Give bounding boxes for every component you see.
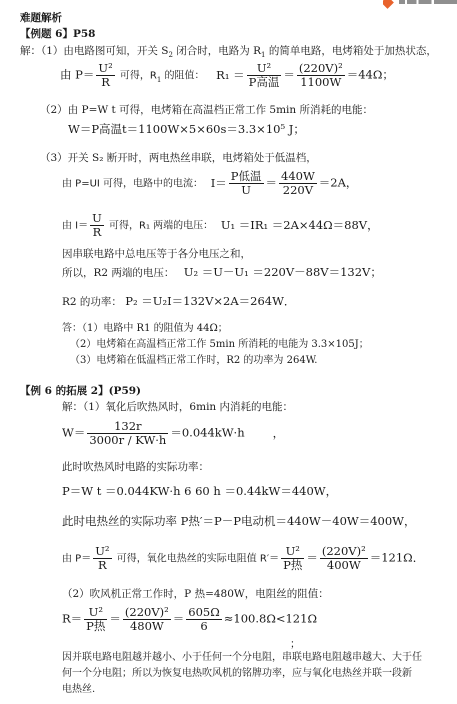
text: I＝ bbox=[210, 175, 227, 190]
numerator: U² bbox=[247, 62, 282, 76]
text: R＝ bbox=[62, 611, 83, 626]
subscript: 2 bbox=[168, 51, 173, 60]
fraction bbox=[281, 545, 304, 572]
text: 可得，R bbox=[116, 70, 157, 82]
denominator: R bbox=[101, 75, 110, 90]
numerator: 132r bbox=[87, 420, 168, 434]
denominator: 3000r / KW·h bbox=[89, 433, 167, 448]
ex6-part1-line bbox=[20, 45, 437, 60]
text: ， bbox=[272, 425, 285, 440]
text: 的简单电路，电烤箱处于加热状态， bbox=[265, 45, 437, 57]
text: 可得，R₁ 两端的电压： bbox=[105, 220, 214, 232]
numerator: U² bbox=[281, 545, 304, 559]
ext2-power-text: 此时吹热风时电路的实际功率： bbox=[62, 461, 209, 473]
text: ＝ bbox=[283, 67, 295, 82]
fraction bbox=[320, 545, 368, 572]
text: ＝ bbox=[265, 175, 277, 190]
ex6-voltage-formula bbox=[62, 212, 379, 239]
ex6-series-text: 因串联电路中总电压等于各分电压之和， bbox=[62, 248, 251, 260]
ext2-energy-formula bbox=[62, 420, 284, 447]
fraction bbox=[96, 62, 114, 89]
numerator: (220V)² bbox=[298, 61, 343, 75]
text: 由 P＝ bbox=[60, 67, 95, 82]
fraction bbox=[93, 545, 111, 572]
fraction bbox=[229, 170, 264, 197]
fraction bbox=[84, 606, 107, 633]
ex6-answer-2: （2）电烤箱在高温档正常工作 5min 所消耗的电能为 3.3×105J； bbox=[70, 339, 369, 350]
text: 可得，氧化电热丝的实际电阻值 R′＝ bbox=[113, 553, 280, 565]
denominator: 1100W bbox=[300, 75, 342, 90]
numerator: U² bbox=[84, 606, 107, 620]
denominator: P热 bbox=[86, 619, 106, 634]
text: ＝2A， bbox=[318, 175, 358, 190]
ext2-semicolon: ； bbox=[290, 638, 301, 650]
ext2-conclusion-line1: 因并联电路电阻越并越小、小于任何一个分电阻，串联电路电阻越串越大、大于任 bbox=[62, 652, 422, 663]
ex6-p2-line bbox=[62, 295, 295, 308]
fraction bbox=[186, 606, 222, 633]
ext2-conclusion-line3: 电热丝. bbox=[62, 684, 96, 695]
extension2-heading: 【例 6 的拓展 2】(P59) bbox=[20, 385, 142, 397]
text: 由 I＝ bbox=[62, 220, 89, 232]
denominator: 220V bbox=[282, 183, 314, 198]
numerator: U bbox=[92, 211, 102, 225]
fraction bbox=[123, 606, 171, 633]
numerator: U² bbox=[95, 544, 110, 558]
publisher-logo bbox=[383, 0, 457, 10]
fraction bbox=[90, 212, 104, 239]
ex6-answer-3: （3）电烤箱在低温档正常工作时，R2 的功率为 264W. bbox=[70, 355, 318, 366]
fraction bbox=[279, 170, 317, 197]
page-title: 难题解析 bbox=[20, 12, 62, 24]
subscript: 1 bbox=[156, 76, 162, 85]
denominator: 480W bbox=[129, 619, 164, 634]
numerator: 605Ω bbox=[188, 605, 220, 619]
text: ＝ bbox=[109, 611, 121, 626]
denominator: U bbox=[241, 183, 251, 198]
text: R2 的功率： bbox=[62, 296, 122, 308]
denominator: R bbox=[98, 558, 107, 573]
logo-mark-icon bbox=[383, 0, 394, 9]
denominator: R bbox=[92, 225, 102, 240]
text: 闭合时，电路为 R bbox=[172, 45, 262, 57]
text: W＝ bbox=[62, 425, 86, 440]
logo-text-icon bbox=[399, 0, 457, 4]
ext2-r-formula bbox=[62, 606, 317, 633]
text: 解：（1）由电路图可知，开关 S bbox=[20, 45, 169, 57]
text: ＝121Ω． bbox=[369, 550, 425, 565]
ext2-resistance-formula bbox=[62, 545, 424, 572]
fraction bbox=[297, 62, 345, 89]
numerator: (220V)² bbox=[321, 544, 366, 558]
ext2-part2-text: （2）吹风机正常工作时，P 热=480W，电阻丝的阻值： bbox=[62, 588, 329, 600]
ex6-part2-formula: W＝P高温t＝1100W×5×60s＝3.3×10⁵ J； bbox=[68, 122, 305, 136]
ex6-part3-text: （3）开关 S₂ 断开时，两电热丝串联，电烤箱处于低温档， bbox=[40, 152, 317, 164]
numerator: 440W bbox=[281, 169, 315, 183]
formula: U₂ ＝U－U₁ ＝220V－88V＝132V； bbox=[183, 265, 382, 279]
ext2-power-formula: P＝W t ＝0.044KW·h 6 60 h ＝0.44kW＝440W， bbox=[62, 484, 338, 498]
ex6-answer-1: 答：（1）电路中 R1 的阻值为 44Ω； bbox=[62, 323, 228, 334]
denominator: P高温 bbox=[248, 75, 280, 90]
text: ＝0.044kW·h bbox=[170, 425, 245, 440]
text: 由 P＝ bbox=[62, 553, 92, 565]
text: ＝ bbox=[172, 611, 185, 626]
fraction bbox=[87, 420, 168, 447]
numerator: (220V)² bbox=[124, 605, 169, 619]
fraction bbox=[247, 62, 282, 89]
ex6-u2-line bbox=[62, 266, 382, 279]
text: 所以，R2 两端的电压： bbox=[62, 267, 175, 279]
text: ≈100.8Ω<121Ω bbox=[223, 611, 317, 626]
ext2-part1-text: 解：（1）氧化后吹热风时，6min 内消耗的电能： bbox=[62, 401, 294, 413]
subscript: 1 bbox=[261, 51, 266, 60]
text: R₁ ＝ bbox=[216, 67, 245, 82]
ex6-current-formula bbox=[62, 170, 357, 197]
text: ＝ bbox=[306, 550, 318, 565]
ex6-r1-formula bbox=[60, 62, 394, 89]
denominator: 6 bbox=[200, 619, 208, 634]
ext2-conclusion-line2: 何一个分电阻；所以为恢复电热吹风机的铭牌功率，应与氧化电热丝并联一段新 bbox=[62, 668, 412, 679]
text: U₁ ＝IR₁ ＝2A×44Ω＝88V， bbox=[220, 217, 379, 232]
ext2-heater-power: 此时电热丝的实际功率 P热′＝P－P电动机＝440W－40W＝400W， bbox=[62, 514, 416, 528]
numerator: P低温 bbox=[230, 169, 262, 183]
text: 的阻值： bbox=[161, 70, 205, 82]
example6-heading: 【例题 6】P58 bbox=[20, 28, 96, 40]
formula: P₂ ＝U₂I＝132V×2A＝264W． bbox=[125, 294, 296, 308]
denominator: 400W bbox=[326, 558, 361, 573]
ex6-part2-text: （2）由 P=W t 可得，电烤箱在高温档正常工作 5min 所消耗的电能： bbox=[40, 104, 373, 116]
text: ＝44Ω； bbox=[346, 67, 394, 82]
denominator: P热 bbox=[283, 558, 303, 573]
numerator: U² bbox=[98, 61, 113, 75]
text: 由 P=UI 可得，电路中的电流： bbox=[62, 178, 204, 190]
